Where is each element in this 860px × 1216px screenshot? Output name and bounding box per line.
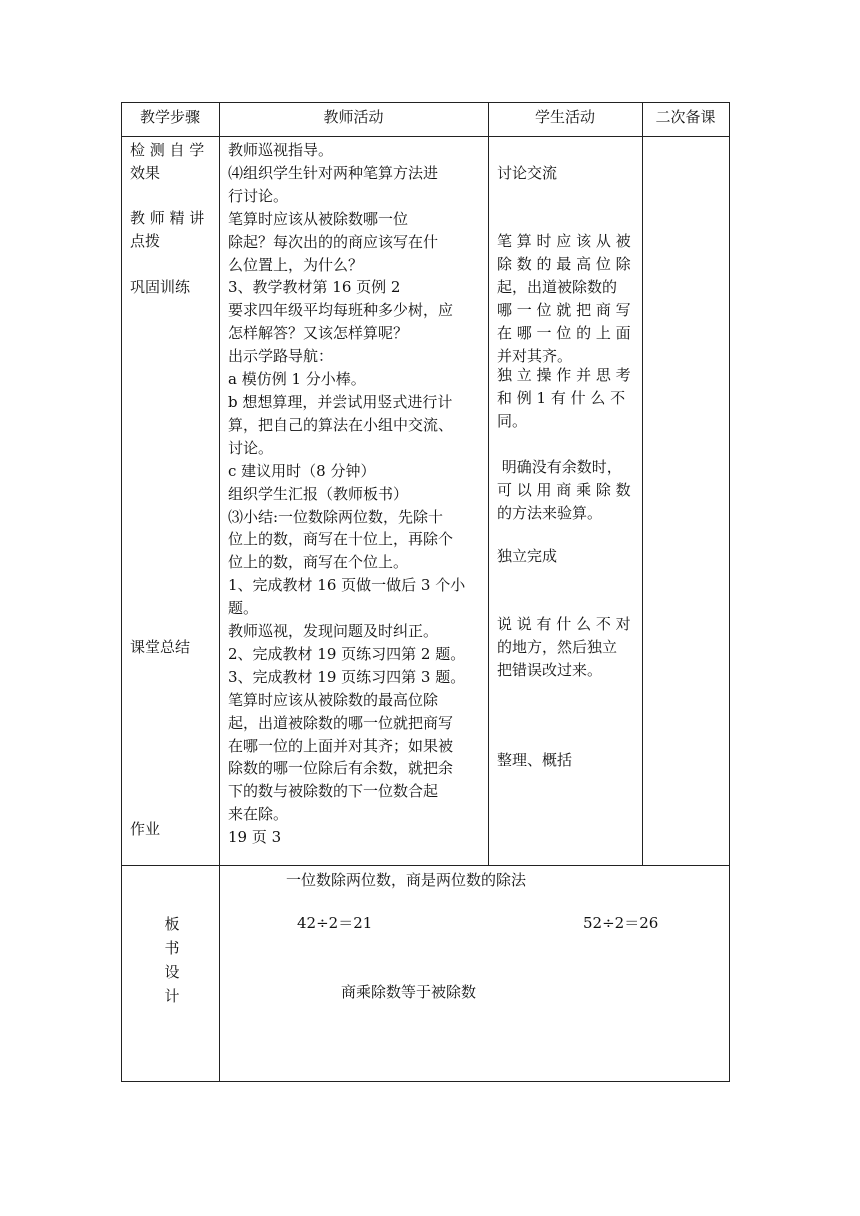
student-line: 把错误改过来。 — [497, 661, 603, 679]
teacher-line: 来在除。 — [228, 805, 289, 824]
student-line: 明确没有余数时， — [497, 458, 622, 476]
student-independent-thinking — [497, 364, 631, 433]
section-divider — [121, 865, 730, 866]
student-independent-complete: 独立完成 — [497, 547, 558, 565]
student-line: 并对其齐。 — [497, 347, 573, 365]
teacher-line: 除数的哪一位除后有余数，就把余 — [228, 759, 454, 778]
teacher-line: 怎样解答？又该怎样算呢？ — [228, 324, 409, 343]
header-student-activity: 学生活动 — [534, 108, 595, 126]
step-line: 教 师 精 讲 — [130, 209, 205, 227]
student-written-method — [497, 230, 631, 368]
board-title: 一位数除两位数，商是两位数的除法 — [286, 871, 527, 889]
teacher-line: ⑷组织学生针对两种笔算方法进 — [228, 163, 439, 182]
student-line: 说 说 有 什 么 不 对 — [497, 615, 631, 633]
step-line: 效果 — [130, 164, 161, 182]
student-line: 除 数 的 最 高 位 除 — [497, 255, 631, 273]
student-line: 哪 一 位 就 把 商 写 — [497, 301, 631, 319]
teacher-line: 2、完成教材 19 页练习四第 2 题。 — [228, 644, 466, 663]
board-label-char: 书 — [164, 939, 180, 957]
column-divider-1 — [219, 102, 220, 1082]
header-second-prep: 二次备课 — [655, 108, 716, 126]
board-equation-2: 52÷2＝26 — [583, 914, 659, 932]
student-line: 可 以 用 商 乘 除 数 — [497, 481, 631, 499]
student-line: 起，出道被除数的 — [497, 278, 618, 296]
header-teacher-activity: 教师活动 — [323, 108, 384, 126]
board-conclusion: 商乘除数等于被除数 — [341, 983, 477, 1001]
teacher-line: 在哪一位的上面并对其齐；如果被 — [228, 736, 454, 755]
teacher-line: 19 页 3 — [228, 828, 282, 847]
student-line: 同。 — [497, 412, 528, 430]
teacher-line: a 模仿例 1 分小棒。 — [228, 370, 366, 389]
teacher-line: 笔算时应该从被除数的最高位除 — [228, 690, 439, 709]
step-teacher-explain — [130, 207, 214, 253]
teacher-line: 笔算时应该从被除数哪一位 — [228, 209, 409, 228]
student-line: 笔 算 时 应 该 从 被 — [497, 232, 631, 250]
teacher-line: 么位置上，为什么？ — [228, 255, 364, 274]
teacher-line: ⑶小结:一位数除两位数，先除十 — [228, 507, 444, 526]
teacher-line: 行讨论。 — [228, 186, 289, 205]
step-line: 检 测 自 学 — [130, 141, 205, 159]
teacher-line: 3、完成教材 19 页练习四第 3 题。 — [228, 667, 466, 686]
teacher-line: 3、教学教材第 16 页例 2 — [228, 278, 401, 297]
student-line: 独 立 操 作 并 思 考 — [497, 366, 631, 384]
step-consolidation: 巩固训练 — [130, 278, 191, 296]
table-border-left — [121, 102, 122, 1082]
header-divider — [121, 136, 730, 137]
teacher-line: 讨论。 — [228, 438, 274, 457]
teacher-line: 下的数与被除数的下一位数合起 — [228, 782, 439, 801]
teacher-line: 位上的数，商写在个位上。 — [228, 553, 409, 572]
board-label-char: 计 — [164, 987, 180, 1005]
board-label-char: 板 — [164, 915, 180, 933]
student-verification — [497, 456, 631, 525]
teacher-line: c 建议用时（8 分钟） — [228, 461, 376, 480]
student-line: 和 例 1 有 什 么 不 — [497, 389, 626, 407]
teacher-activity-text — [228, 139, 486, 849]
teacher-line: 教师巡视，发现问题及时纠正。 — [228, 622, 439, 641]
column-divider-3 — [642, 102, 643, 866]
student-correct-errors — [497, 613, 631, 682]
teacher-line: 1、完成教材 16 页做一做后 3 个小 — [228, 576, 466, 595]
table-border-top — [121, 102, 730, 103]
teacher-line: 起，出道被除数的哪一位就把商写 — [228, 713, 454, 732]
step-check-self-study — [130, 139, 214, 185]
student-line: 的地方，然后独立 — [497, 638, 618, 656]
column-divider-2 — [488, 102, 489, 866]
teacher-line: 教师巡视指导。 — [228, 141, 334, 159]
step-summary: 课堂总结 — [130, 638, 191, 656]
teacher-line: 组织学生汇报（教师板书） — [228, 484, 409, 503]
teacher-line: 算，把自己的算法在小组中交流、 — [228, 415, 454, 434]
teacher-line: b 想想算理，并尝试用竖式进行计 — [228, 392, 453, 411]
student-summarize: 整理、概括 — [497, 751, 573, 769]
board-design-label — [162, 912, 182, 1008]
teacher-line: 题。 — [228, 599, 259, 618]
step-line: 点拨 — [130, 232, 161, 250]
student-discussion: 讨论交流 — [497, 164, 558, 182]
table-border-right — [729, 102, 730, 1082]
teacher-line: 位上的数，商写在十位上，再除个 — [228, 530, 454, 549]
teacher-line: 除起？每次出的的商应该写在什 — [228, 232, 439, 251]
step-homework: 作业 — [130, 820, 161, 838]
student-line: 的方法来验算。 — [497, 504, 603, 522]
teacher-line: 出示学路导航： — [228, 347, 334, 366]
student-line: 在 哪 一 位 的 上 面 — [497, 324, 631, 342]
board-label-char: 设 — [164, 963, 180, 981]
header-teaching-steps: 教学步骤 — [139, 108, 200, 126]
table-border-bottom — [121, 1081, 730, 1082]
board-equation-1: 42÷2＝21 — [297, 914, 373, 932]
teacher-line: 要求四年级平均每班种多少树，应 — [228, 301, 454, 320]
